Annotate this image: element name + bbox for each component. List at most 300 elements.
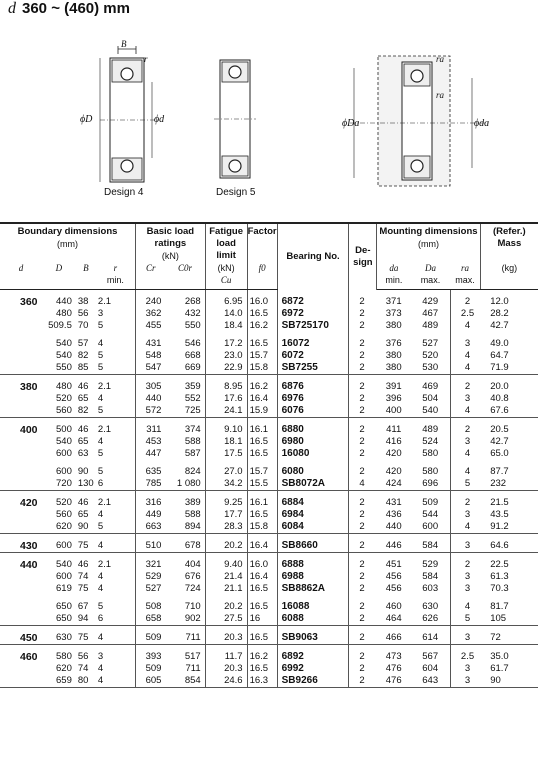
cell-bearing-no: 6872 xyxy=(277,290,349,309)
cell-f0: 15.7 xyxy=(247,466,277,478)
cell-da-min: 473 xyxy=(385,651,402,662)
cell-C0r: 724 xyxy=(165,583,205,595)
cell-ra-max: 2 xyxy=(464,497,471,508)
cell-Da-max: 580 xyxy=(411,448,451,460)
cell-Cr: 455 xyxy=(145,320,162,331)
cell-Cr: 663 xyxy=(136,521,166,534)
cell-r-min: 6 xyxy=(96,478,136,491)
cell-da-min: 431 xyxy=(385,497,402,508)
cell-da-min: 466 xyxy=(377,626,411,645)
col-C0r: C0r xyxy=(165,262,205,290)
cell-bearing-no: 16088 xyxy=(277,601,349,613)
cell-C0r: 710 xyxy=(165,601,205,613)
cell-Cr: 449 xyxy=(145,509,162,520)
cell-da-min: 380 xyxy=(377,362,411,375)
design4-r-label: r xyxy=(144,54,148,64)
table-row xyxy=(0,448,538,460)
cell-da-min: 376 xyxy=(385,338,402,349)
cell-width-B: 82 xyxy=(77,350,89,361)
cell-Da-max: 489 xyxy=(411,418,451,437)
col-D: D xyxy=(42,262,76,290)
col-ra: ra max. xyxy=(450,262,480,290)
cell-f0: 16.1 xyxy=(247,418,277,437)
bore-d: 450 xyxy=(0,626,42,645)
cell-design: 2 xyxy=(359,393,365,404)
cell-f0: 15.5 xyxy=(247,478,277,491)
cell-ra-max: 4 xyxy=(464,601,471,612)
cell-C0r: 824 xyxy=(165,466,205,478)
cell-r-min: 4 xyxy=(96,436,136,448)
cell-Cu: 14.0 xyxy=(205,308,247,320)
cell-mass: 232 xyxy=(480,478,538,491)
cell-da-min: 396 xyxy=(385,393,402,404)
cell-width-B: 75 xyxy=(77,583,89,594)
bore-d xyxy=(0,320,42,332)
table-row xyxy=(0,534,538,553)
cell-width-B: 57 xyxy=(77,338,89,349)
cell-bearing-no: 6084 xyxy=(277,521,349,534)
cell-Cu: 9.10 xyxy=(205,418,247,437)
cell-f0: 16 xyxy=(247,613,277,626)
cell-r-min: 2.1 xyxy=(96,491,136,510)
design4-d-label: ϕd xyxy=(154,114,165,125)
cell-C0r: 432 xyxy=(165,308,205,320)
cell-f0: 16.2 xyxy=(247,320,277,332)
cell-r-min: 3 xyxy=(96,645,136,664)
cell-Cr: 605 xyxy=(136,675,166,688)
cell-design: 2 xyxy=(359,320,365,331)
cell-da-min: 476 xyxy=(377,675,411,688)
bore-d xyxy=(0,393,42,405)
table-row xyxy=(0,509,538,521)
cell-f0: 16.5 xyxy=(247,338,277,350)
cell-width-B: 46 xyxy=(77,559,89,570)
cell-width-B: 94 xyxy=(76,613,96,626)
table-row xyxy=(0,290,538,309)
cell-ra-max: 4 xyxy=(464,350,471,361)
cell-C0r: 894 xyxy=(165,521,205,534)
cell-Da-max: 469 xyxy=(411,375,451,394)
cell-Da-max: 584 xyxy=(411,534,451,553)
cell-ra-max: 4 xyxy=(450,362,480,375)
cell-ra-max: 3 xyxy=(464,436,471,447)
cell-design: 2 xyxy=(359,424,365,435)
cell-design: 2 xyxy=(349,675,377,688)
cell-r-min: 4 xyxy=(96,393,136,405)
cell-Da-max: 509 xyxy=(411,491,451,510)
cell-mass: 12.0 xyxy=(490,296,509,307)
col-d: d xyxy=(0,262,42,290)
cell-width-B: 130 xyxy=(76,478,96,491)
cell-C0r: 389 xyxy=(165,491,205,510)
cell-C0r: 669 xyxy=(165,362,205,375)
cell-da-min: 371 xyxy=(385,296,402,307)
cell-f0: 16.5 xyxy=(247,601,277,613)
cell-r-min: 4 xyxy=(96,663,136,675)
cell-r-min: 6 xyxy=(96,613,136,626)
cell-design: 2 xyxy=(359,295,365,307)
cell-bearing-no: 16080 xyxy=(277,448,349,460)
cell-mass: 49.0 xyxy=(490,338,509,349)
cell-da-min: 411 xyxy=(386,424,402,435)
cell-da-min: 440 xyxy=(377,521,411,534)
cell-bearing-no: SB725170 xyxy=(277,320,349,332)
cell-r-min: 4 xyxy=(96,583,136,595)
cell-Cr: 311 xyxy=(146,424,162,435)
cell-mass: 81.7 xyxy=(490,601,509,612)
col-Da: Da max. xyxy=(411,262,451,290)
cell-r-min: 3 xyxy=(96,308,136,320)
cell-C0r: 711 xyxy=(165,626,205,645)
cell-width-B: 38 xyxy=(77,296,89,307)
cell-Cr: 321 xyxy=(145,559,162,570)
cell-outer-D: 540 xyxy=(56,350,72,361)
cell-ra-max: 4 xyxy=(450,521,480,534)
cell-C0r: 404 xyxy=(165,553,205,572)
bore-d xyxy=(0,601,42,613)
cell-outer-D: 630 xyxy=(42,626,76,645)
cell-f0: 16.2 xyxy=(247,375,277,394)
cell-C0r: 678 xyxy=(165,534,205,553)
bore-d xyxy=(0,405,42,418)
cell-bearing-no: 6992 xyxy=(277,663,349,675)
cell-ra-max: 5 xyxy=(450,478,480,491)
bore-d xyxy=(0,338,42,350)
bore-d: 420 xyxy=(20,497,38,509)
cell-mass: 20.5 xyxy=(490,424,509,435)
cell-width-B: 90 xyxy=(76,521,96,534)
cell-f0: 16.0 xyxy=(247,290,277,309)
cell-f0: 16.5 xyxy=(247,448,277,460)
cell-Cu: 9.40 xyxy=(205,553,247,572)
cell-da-min: 424 xyxy=(377,478,411,491)
cell-Da-max: 504 xyxy=(411,393,451,405)
cell-f0: 16.5 xyxy=(247,308,277,320)
table-row xyxy=(0,350,538,362)
cell-ra-max: 4 xyxy=(464,466,471,477)
bore-d: 380 xyxy=(20,381,38,393)
bore-d xyxy=(0,571,42,583)
cell-mass: 21.5 xyxy=(490,497,509,508)
cell-Cu: 17.2 xyxy=(205,338,247,350)
cell-r-min: 2.1 xyxy=(96,375,136,394)
cell-width-B: 56 xyxy=(77,651,89,662)
cell-ra-max: 2 xyxy=(464,381,471,392)
cell-ra-max: 2 xyxy=(464,296,471,307)
cell-mass: 64.7 xyxy=(490,350,509,361)
cell-da-min: 380 xyxy=(385,350,402,361)
cell-C0r: 676 xyxy=(165,571,205,583)
cell-outer-D: 650 xyxy=(42,613,76,626)
cell-Cu: 18.1 xyxy=(205,436,247,448)
cell-outer-D: 600 xyxy=(56,571,72,582)
cell-Da-max: 544 xyxy=(411,509,451,521)
cell-outer-D: 659 xyxy=(42,675,76,688)
cell-mass: 64.6 xyxy=(480,534,538,553)
cell-r-min: 4 xyxy=(96,509,136,521)
cell-bearing-no: SB8660 xyxy=(277,534,349,553)
cell-ra-max: 3 xyxy=(450,626,480,645)
bore-d xyxy=(0,448,42,460)
cell-mass: 20.0 xyxy=(490,381,509,392)
cell-outer-D: 619 xyxy=(56,583,72,594)
cell-ra-max: 3 xyxy=(464,571,471,582)
cell-design: 2 xyxy=(359,509,365,520)
cell-outer-D: 500 xyxy=(56,424,72,435)
bore-d xyxy=(0,362,42,375)
cell-bearing-no: 6076 xyxy=(277,405,349,418)
bore-d xyxy=(0,583,42,595)
cell-C0r: 517 xyxy=(165,645,205,664)
cell-r-min: 5 xyxy=(96,405,136,418)
cell-Da-max: 626 xyxy=(411,613,451,626)
cell-outer-D: 480 xyxy=(56,381,72,392)
cell-Cu: 9.25 xyxy=(205,491,247,510)
cell-Cu: 27.5 xyxy=(205,613,247,626)
col-mass: (kg) xyxy=(480,262,538,290)
cell-design: 2 xyxy=(349,534,377,553)
mount-ra-top-label: ra xyxy=(436,54,445,64)
cell-bearing-no: SB8862A xyxy=(277,583,349,595)
cell-da-min: 446 xyxy=(377,534,411,553)
cell-da-min: 451 xyxy=(385,559,402,570)
cell-C0r: 902 xyxy=(165,613,205,626)
cell-r-min: 4 xyxy=(96,534,136,553)
cell-r-min: 5 xyxy=(96,521,136,534)
table-row xyxy=(0,491,538,510)
cell-design: 2 xyxy=(359,466,365,477)
cell-width-B: 67 xyxy=(77,601,89,612)
table-row xyxy=(0,362,538,375)
cell-Da-max: 489 xyxy=(411,320,451,332)
cell-r-min: 4 xyxy=(96,571,136,583)
cell-f0: 15.8 xyxy=(247,362,277,375)
cell-design: 2 xyxy=(349,613,377,626)
cell-r-min: 2.1 xyxy=(96,290,136,309)
cell-mass: 72 xyxy=(480,626,538,645)
mounting-drawing xyxy=(340,48,500,198)
col-f0: f0 xyxy=(247,262,277,290)
cell-mass: 87.7 xyxy=(490,466,509,477)
cell-bearing-no: 6080 xyxy=(277,466,349,478)
cell-bearing-no: 6884 xyxy=(277,491,349,510)
design5-caption: Design 5 xyxy=(216,187,256,198)
cell-width-B: 65 xyxy=(77,393,89,404)
page-title xyxy=(8,0,130,18)
cell-Da-max: 540 xyxy=(411,405,451,418)
cell-ra-max: 3 xyxy=(450,675,480,688)
cell-outer-D: 620 xyxy=(42,521,76,534)
cell-Cu: 17.5 xyxy=(205,448,247,460)
cell-bearing-no: 6876 xyxy=(277,375,349,394)
cell-ra-max: 3 xyxy=(464,393,471,404)
cell-Cr: 362 xyxy=(145,308,162,319)
cell-f0: 16.0 xyxy=(247,553,277,572)
cell-r-min: 5 xyxy=(96,362,136,375)
cell-Cu: 6.95 xyxy=(205,290,247,309)
cell-mass: 105 xyxy=(480,613,538,626)
cell-width-B: 56 xyxy=(77,308,89,319)
cell-C0r: 550 xyxy=(165,320,205,332)
table-row xyxy=(0,675,538,688)
cell-Cu: 11.7 xyxy=(205,645,247,664)
bore-d xyxy=(0,308,42,320)
bore-d: 430 xyxy=(0,534,42,553)
table-row xyxy=(0,338,538,350)
cell-r-min: 2.1 xyxy=(96,418,136,437)
cell-Da-max: 527 xyxy=(411,338,451,350)
bore-d xyxy=(0,466,42,478)
cell-C0r: 546 xyxy=(165,338,205,350)
cell-ra-max: 2 xyxy=(464,559,471,570)
cell-width-B: 63 xyxy=(77,448,89,459)
cell-Cr: 447 xyxy=(145,448,162,459)
cell-Cr: 453 xyxy=(145,436,162,447)
cell-bearing-no: 16072 xyxy=(277,338,349,350)
cell-Cu: 34.2 xyxy=(205,478,247,491)
cell-mass: 91.2 xyxy=(480,521,538,534)
table-row xyxy=(0,553,538,572)
bore-d xyxy=(0,350,42,362)
cell-da-min: 476 xyxy=(385,663,402,674)
cell-ra-max: 2 xyxy=(464,424,471,435)
cell-outer-D: 600 xyxy=(56,448,72,459)
cell-da-min: 420 xyxy=(385,466,402,477)
cell-design: 2 xyxy=(359,436,365,447)
cell-bearing-no: 6888 xyxy=(277,553,349,572)
cell-design: 2 xyxy=(359,338,365,349)
cell-width-B: 74 xyxy=(77,663,89,674)
cell-Cr: 527 xyxy=(145,583,162,594)
cell-bearing-no: SB9266 xyxy=(277,675,349,688)
col-B: B xyxy=(76,262,96,290)
cell-outer-D: 600 xyxy=(56,466,72,477)
mass-header: (Refer.) Mass xyxy=(480,223,538,262)
cell-r-min: 5 xyxy=(96,448,136,460)
cell-bearing-no: 6988 xyxy=(277,571,349,583)
cell-mass: 42.7 xyxy=(490,320,509,331)
cell-bearing-no: 6072 xyxy=(277,350,349,362)
cell-Da-max: 467 xyxy=(411,308,451,320)
cell-f0: 16.1 xyxy=(247,491,277,510)
cell-outer-D: 540 xyxy=(56,338,72,349)
boundary-header: Boundary dimensions (mm) xyxy=(0,223,136,262)
cell-outer-D: 520 xyxy=(56,393,72,404)
col-Cu: (kN) Cu xyxy=(205,262,247,290)
cell-mass: 71.9 xyxy=(480,362,538,375)
cell-r-min: 5 xyxy=(96,601,136,613)
bore-d: 360 xyxy=(20,296,38,308)
cell-Cr: 509 xyxy=(136,626,166,645)
cell-C0r: 374 xyxy=(165,418,205,437)
cell-Cu: 17.7 xyxy=(205,509,247,521)
cell-Cu: 21.4 xyxy=(205,571,247,583)
cell-mass: 22.5 xyxy=(490,559,509,570)
cell-Cr: 305 xyxy=(145,381,162,392)
cell-width-B: 90 xyxy=(77,466,89,477)
bore-d xyxy=(0,521,42,534)
cell-Da-max: 429 xyxy=(411,290,451,309)
bore-d xyxy=(0,509,42,521)
cell-Cr: 635 xyxy=(145,466,162,477)
cell-Da-max: 580 xyxy=(411,466,451,478)
cell-width-B: 46 xyxy=(77,497,89,508)
cell-mass: 90 xyxy=(480,675,538,688)
cell-mass: 61.7 xyxy=(490,663,509,674)
cell-Cu: 8.95 xyxy=(205,375,247,394)
cell-outer-D: 580 xyxy=(56,651,72,662)
cell-Cr: 393 xyxy=(145,651,162,662)
cell-C0r: 587 xyxy=(165,448,205,460)
cell-f0: 16.2 xyxy=(247,645,277,664)
cell-r-min: 5 xyxy=(96,466,136,478)
table-row xyxy=(0,663,538,675)
cell-Cr: 548 xyxy=(145,350,162,361)
cell-outer-D: 540 xyxy=(56,436,72,447)
bore-d xyxy=(0,663,42,675)
table-row xyxy=(0,571,538,583)
cell-Cu: 18.4 xyxy=(205,320,247,332)
cell-ra-max: 2.5 xyxy=(460,308,475,319)
cell-outer-D: 509.5 xyxy=(48,320,72,331)
cell-Cu: 20.2 xyxy=(205,601,247,613)
cell-da-min: 456 xyxy=(385,583,402,594)
cell-design: 2 xyxy=(359,663,365,674)
cell-f0: 16.5 xyxy=(247,436,277,448)
cell-design: 2 xyxy=(359,448,365,459)
table-row xyxy=(0,320,538,332)
cell-f0: 15.9 xyxy=(247,405,277,418)
cell-bearing-no: 6088 xyxy=(277,613,349,626)
cell-width-B: 75 xyxy=(76,534,96,553)
table-row xyxy=(0,626,538,645)
cell-Da-max: 643 xyxy=(411,675,451,688)
table-row xyxy=(0,478,538,491)
cell-width-B: 65 xyxy=(77,509,89,520)
cell-design: 2 xyxy=(349,626,377,645)
cell-outer-D: 480 xyxy=(56,308,72,319)
design4-B-label: B xyxy=(121,39,127,49)
bore-d xyxy=(0,478,42,491)
cell-bearing-no: SB7255 xyxy=(277,362,349,375)
cell-ra-max: 3 xyxy=(464,509,471,520)
bearing-no-header: Bearing No. xyxy=(277,223,349,290)
cell-da-min: 420 xyxy=(385,448,402,459)
cell-f0: 16.3 xyxy=(247,675,277,688)
design-header: De- sign xyxy=(349,223,377,290)
cell-Cr: 431 xyxy=(145,338,162,349)
cell-Da-max: 600 xyxy=(411,521,451,534)
cell-ra-max: 2.5 xyxy=(460,651,475,662)
cell-f0: 16.5 xyxy=(247,509,277,521)
table-row xyxy=(0,645,538,664)
cell-Cu: 27.0 xyxy=(205,466,247,478)
cell-Cu: 20.2 xyxy=(205,534,247,553)
cell-design: 2 xyxy=(359,601,365,612)
cell-design: 4 xyxy=(349,478,377,491)
table-row xyxy=(0,601,538,613)
cell-ra-max: 3 xyxy=(464,338,471,349)
cell-Cu: 23.0 xyxy=(205,350,247,362)
cell-ra-max: 4 xyxy=(450,405,480,418)
table-row xyxy=(0,613,538,626)
mount-da-label: ϕda xyxy=(474,118,490,129)
cell-mass: 61.3 xyxy=(490,571,509,582)
cell-width-B: 74 xyxy=(77,571,89,582)
cell-f0: 16.4 xyxy=(247,571,277,583)
cell-Cr: 240 xyxy=(145,296,162,307)
cell-da-min: 416 xyxy=(385,436,402,447)
